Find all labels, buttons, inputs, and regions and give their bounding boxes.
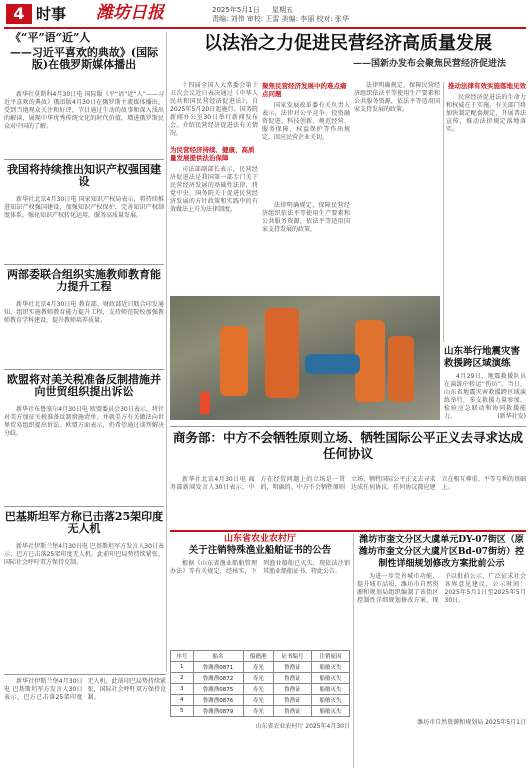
table-header: 序号: [171, 651, 194, 662]
article3-title: 两部委联合组织实施教师教育能力提升工程: [7, 267, 161, 294]
drill-title: 山东举行地震灾害救援跨区域演练: [444, 346, 521, 369]
divider: [4, 159, 164, 160]
lead-body-3: 国家发展改革委有关负责人表示，法律对公平竞争、投资融资促进、科技创新、规范经营、服务保障、权益保护等作出规定，回应民营企业关切。: [262, 102, 350, 141]
notice1-title: 关于注销特殊渔业船舶证书的公告: [188, 545, 332, 557]
table-row: [171, 662, 350, 673]
lead-body-1-cont: 法律明确规定，保障民营经济组织依法平等使用生产要素和公共服务资源，依法平等适用国家支持发展的政策。: [354, 82, 440, 113]
rescuer-figure: [220, 326, 248, 396]
commerce-title: [170, 430, 526, 474]
lead-subtitle: ——国新办发布会聚焦民营经济促进法: [352, 59, 506, 69]
column-rule: [166, 32, 167, 672]
newspaper-logo: 潍坊日报: [96, 3, 164, 23]
table-row: [171, 673, 350, 684]
article1-body: 新华社莫斯科4月30日电 国际版《平“语”近“人”——习近平喜欢的典故》俄语版4月30日在俄罗斯主流媒体播出，受到当地观众关注和好评。节目通过生动的故事和深入浅出的解读，展现中华优秀传统文化的时代价值，增进俄罗斯民众对中国的了解。: [4, 90, 164, 130]
table-cell: 寿光: [243, 706, 273, 717]
table-header: 船籍港: [243, 651, 273, 662]
table-cell: 鲁渔证: [273, 673, 311, 684]
article5-title: 巴基斯坦军方称已击落25架印度无人机: [4, 509, 164, 536]
table-cell: 鲁潍渔0879: [193, 706, 243, 717]
table-cell: 2: [171, 673, 194, 684]
lead-side-body: 民营经济促进法的生命力和权威在于实施。有关部门将加快制定配套规定，开展普法宣传，推动法律规定落地落实。: [446, 94, 526, 133]
issue-date: 2025年5月1日: [212, 6, 260, 14]
table-cell: 1: [171, 662, 194, 673]
left-column: [4, 32, 164, 672]
table-cell: 鲁潍渔0872: [193, 673, 243, 684]
lead-side-title: 推动法律有效实施落地见效: [448, 82, 526, 90]
drill-photo: [170, 296, 440, 420]
lead-body-2: 司法部副部长表示，民营经济促进法是我国第一部专门关于民营经济发展的基础性法律，将党中央、国务院关于促进民营经济发展的方针政策和实践中的有效做法上升为法律制度。: [170, 166, 258, 213]
article2-body: 新华社北京4月30日电 国家知识产权局表示，将持续推进知识产权强国建设，加强知识产权保护，完善知识产权制度体系，强化知识产权转化运用，服务高质量发展。: [4, 195, 164, 219]
section-name: 时事: [36, 5, 67, 23]
lead-col-b: [262, 82, 350, 292]
lead-headline-block: [170, 32, 526, 76]
fisheries-notice: [170, 534, 350, 768]
planning-notice: [357, 534, 526, 768]
table-cell: 船舶灭失: [311, 695, 349, 706]
table-cell: 4: [171, 695, 194, 706]
traffic-cone: [200, 392, 210, 414]
article4-title: 欧盟将对美关税准备反制措施并向世贸组织提出诉讼: [7, 372, 161, 399]
divider: [4, 674, 166, 675]
stretcher: [305, 354, 360, 374]
notice1-org: 山东省农业农村厅: [223, 534, 296, 544]
table-header-row: [171, 651, 350, 662]
rescuer-figure: [265, 308, 299, 398]
column-rule: [353, 534, 354, 768]
table-cell: 鲁潍渔0871: [193, 662, 243, 673]
table-cell: 5: [171, 706, 194, 717]
lead-subhead-2: 聚焦民营经济发展中的难点痛点问题: [262, 82, 347, 98]
drill-caption-block: [444, 346, 526, 422]
table-row: [171, 695, 350, 706]
notice2-title: 潍坊市奎文分区大虞单元DY-07街区（原潍坊市奎文分区大虞片区Bd-07街坊）控制性详细规划修改方案批前公示: [358, 535, 525, 569]
table-cell: 鲁渔证: [273, 706, 311, 717]
vessel-table: [170, 650, 350, 717]
lead-sidebar: [446, 82, 526, 342]
table-cell: 鲁渔证: [273, 662, 311, 673]
lead-subhead-1: 为民营经济持续、健康、高质量发展提供法治保障: [170, 146, 255, 162]
divider: [170, 426, 526, 427]
table-cell: 寿光: [243, 662, 273, 673]
rescuer-figure: [388, 336, 414, 402]
table-cell: 寿光: [243, 673, 273, 684]
notice1-signature: 山东省农业农村厅 2025年4月30日: [255, 723, 350, 731]
lead-title: 以法治之力促进民营经济高质量发展: [204, 33, 492, 54]
table-header: 注销原因: [311, 651, 349, 662]
drill-caption: 4月29日，地震救援队员在演练中转运“伤员”。当日，山东省地震灾害救援跨区域演练举行，多支救援力量参加，检验应急联动和协同救援能力。: [444, 373, 526, 420]
table-cell: 3: [171, 684, 194, 695]
table-cell: 寿光: [243, 684, 273, 695]
article2-title: 我国将持续推出知识产权强国建设: [7, 162, 161, 189]
lead-col-a: [170, 82, 258, 292]
divider: [4, 264, 164, 265]
article3-body: 新华社北京4月30日电 教育部、财政部近日联合印发通知，组织实施教师教育能力提升工程，支持师范院校加强教师教育学科建设，提升教师培养质量。: [4, 300, 164, 324]
notice1-body: 根据《山东省渔业船舶管理办法》等有关规定，经核实，下列渔业船舶已灭失，现依法注销其渔业船舶证书，特此公告。: [170, 560, 350, 576]
table-cell: 鲁潍渔0875: [193, 684, 243, 695]
table-header: 证书编号: [273, 651, 311, 662]
table-cell: 寿光: [243, 695, 273, 706]
table-header: 船名: [193, 651, 243, 662]
column-rule: [443, 82, 444, 342]
lead-body-4: 法律明确规定，保障民营经济组织依法平等使用生产要素和公共服务资源，依法平等适用国家支持发展的政策。: [262, 202, 350, 233]
left-bottom-body: 新华社伊斯兰堡4月30日电 巴基斯坦军方发言人30日表示，巴方已击落25架印度无人机。此前印巴局势持续紧张，国际社会呼吁双方保持克制。: [4, 678, 166, 701]
divider: [4, 369, 164, 370]
left-bottom-text: [4, 678, 166, 768]
table-row: [171, 706, 350, 717]
table-cell: 船舶灭失: [311, 662, 349, 673]
divider: [170, 530, 526, 532]
commerce-body-text: 新华社北京4月30日电 商务部新闻发言人30日表示，中方在经贸问题上的立场是一贯的、明确的。中方不会牺牲原则立场、牺牲国际公平正义去寻求达成任何协议。任何协议都应建立在相互尊重、平等互利的基础上。: [170, 476, 526, 491]
commerce-headline: 商务部：中方不会牺牲原则立场、牺牲国际公平正义去寻求达成任何协议: [172, 430, 523, 461]
table-cell: 鲁渔证: [273, 695, 311, 706]
table-cell: 鲁渔证: [273, 684, 311, 695]
article1-title: ——习近平喜欢的典故》(国际版)在俄罗斯媒体播出: [9, 45, 159, 72]
commerce-body: [170, 476, 526, 528]
table-row: [171, 684, 350, 695]
divider: [4, 506, 164, 507]
issue-weekday: 星期五: [272, 6, 293, 14]
table-cell: 船舶灭失: [311, 684, 349, 695]
lead-body-1: 十四届全国人大常委会第十五次会议近日表决通过《中华人民共和国民营经济促进法》，自2025年5月20日起施行。国务院新闻办公室30日举行新闻发布会，介绍民营经济促进法有关情况。: [170, 82, 258, 137]
table-cell: 船舶灭失: [311, 673, 349, 684]
article5-body: 新华社伊斯兰堡4月30日电 巴基斯坦军方发言人30日表示，巴方已击落25架印度无人机。此前印巴局势持续紧张，国际社会呼吁双方保持克制。: [4, 542, 164, 566]
header-rule: [4, 27, 526, 29]
table-cell: 船舶灭失: [311, 706, 349, 717]
notice2-body: 为进一步完善城市功能，提升城市品质，潍坊市自然资源和规划局组织编制了该街区控制性详细规划修改方案，现予以批前公示，广泛征求社会各界意见建议。公示时间：2025年5月1日至2025年5月30日。: [357, 573, 526, 604]
lead-col-c: [354, 82, 440, 292]
table-cell: 鲁潍渔0876: [193, 695, 243, 706]
photo-credit: (新华社发): [497, 413, 526, 420]
notice2-footer: 潍坊市自然资源和规划局 2025年5月1日: [417, 719, 526, 726]
article1-lead: 《“平”语“近”人: [10, 31, 91, 44]
article4-body: 新华社布鲁塞尔4月30日电 欧盟委员会30日表示，将针对美方加征关税准备反制措施清单，并就美方有关做法向世界贸易组织提出诉讼。欧盟方面表示，仍希望通过谈判解决分歧。: [4, 405, 164, 437]
page-number: 4: [6, 4, 32, 24]
editor-credits: 责编: 刘伟 审校: 王雷 美编: 李丽 校对: 张华: [212, 15, 350, 23]
